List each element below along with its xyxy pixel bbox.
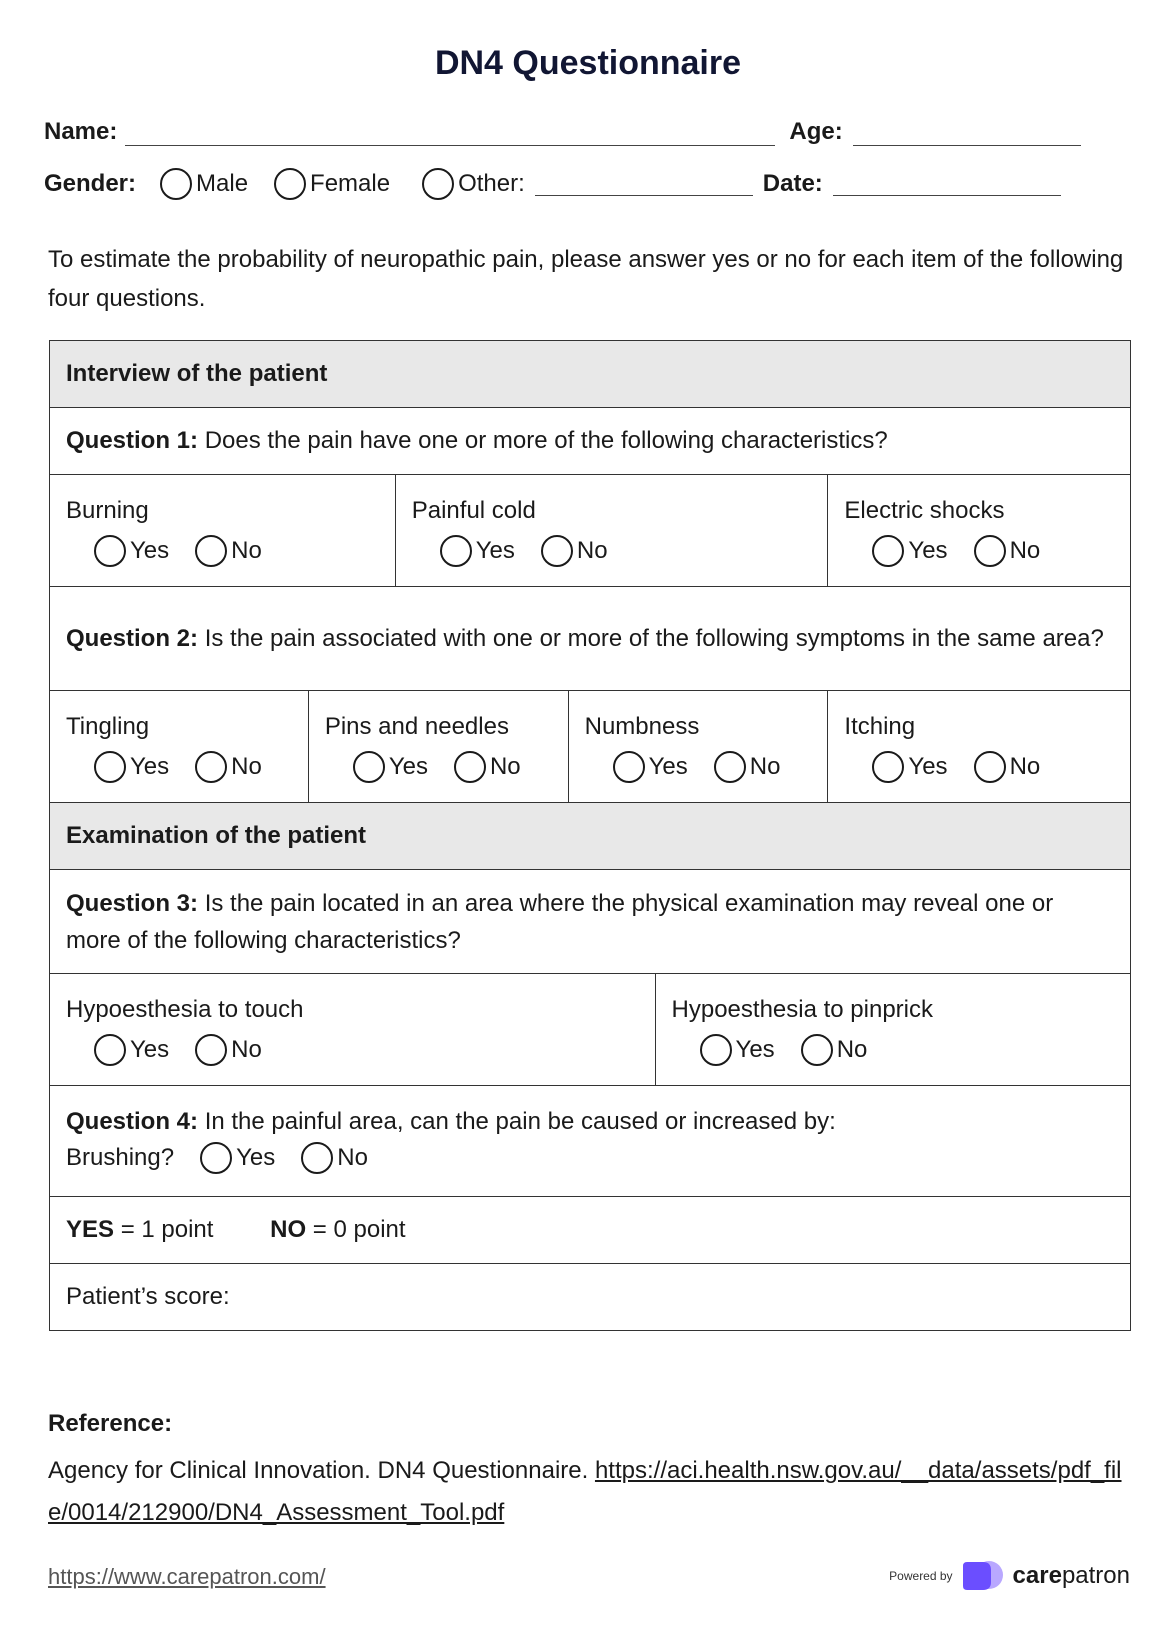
item-painful-cold xyxy=(395,475,828,587)
reference-link[interactable]: https://aci.health.nsw.gov.au/__data/assets/pdf_file/0014/212900/DN4_Assessment_Tool.pdf xyxy=(48,1457,1122,1526)
radio-yes[interactable] xyxy=(872,535,904,567)
radio-no[interactable] xyxy=(195,1034,227,1066)
item-label: Hypoesthesia to touch xyxy=(66,995,304,1023)
tingling-no[interactable] xyxy=(195,751,262,783)
page-title: DN4 Questionnaire xyxy=(434,44,742,82)
painful-cold-no[interactable] xyxy=(541,535,608,567)
item-label: Electric shocks xyxy=(844,496,1005,524)
radio-yes[interactable] xyxy=(613,751,645,783)
question-4-row xyxy=(50,1086,1131,1197)
itching-no[interactable] xyxy=(974,751,1041,783)
tingling-yes[interactable] xyxy=(94,751,169,783)
item-itching xyxy=(828,691,1131,803)
gender-date-row xyxy=(44,168,1061,200)
no-label: No xyxy=(231,1035,262,1063)
radio-female[interactable] xyxy=(274,168,306,200)
radio-yes[interactable] xyxy=(700,1034,732,1066)
yes-label: Yes xyxy=(236,1144,276,1171)
no-label: No xyxy=(231,536,262,564)
radio-no[interactable] xyxy=(801,1034,833,1066)
patient-score-row xyxy=(50,1264,1131,1331)
question-2-options-row xyxy=(50,691,1131,803)
gender-other-field[interactable] xyxy=(535,195,753,196)
item-label: Painful cold xyxy=(411,496,536,524)
question-4-text: In the painful area, can the pain be caused or increased by: xyxy=(204,1108,836,1135)
radio-no[interactable] xyxy=(301,1142,333,1174)
item-pins-and-needles xyxy=(308,691,568,803)
item-label: Itching xyxy=(844,712,916,740)
no-score-text: = 0 point xyxy=(312,1216,406,1243)
radio-yes[interactable] xyxy=(872,751,904,783)
question-3-text: Is the pain located in an area where the physical examination may reveal one or more of the following characteristics? xyxy=(66,889,1054,954)
question-2-text: Is the pain associated with one or more of the following symptoms in the same area? xyxy=(204,625,1104,652)
radio-other[interactable] xyxy=(422,168,454,200)
touch-yes[interactable] xyxy=(94,1034,169,1066)
pinprick-yes[interactable] xyxy=(700,1034,775,1066)
no-label: No xyxy=(576,536,608,564)
question-3-options-row xyxy=(50,974,1131,1086)
radio-male[interactable] xyxy=(160,168,192,200)
radio-yes[interactable] xyxy=(94,751,126,783)
carepatron-logo-icon xyxy=(961,1560,1005,1592)
electric-shocks-no[interactable] xyxy=(974,535,1041,567)
radio-yes[interactable] xyxy=(200,1142,232,1174)
reference-heading: Reference: xyxy=(48,1410,173,1437)
no-label: No xyxy=(836,1035,868,1063)
gender-male-label: Male xyxy=(196,170,249,197)
numbness-yes[interactable] xyxy=(613,751,688,783)
yes-label: Yes xyxy=(388,752,428,780)
gender-other-label: Other: xyxy=(458,170,525,197)
name-field[interactable] xyxy=(125,145,775,146)
item-electric-shocks xyxy=(828,475,1131,587)
no-label: No xyxy=(1009,752,1041,780)
yes-label: Yes xyxy=(908,536,948,564)
pins-needles-yes[interactable] xyxy=(353,751,428,783)
dn4-table xyxy=(49,340,1131,1331)
itching-yes[interactable] xyxy=(872,751,947,783)
radio-no[interactable] xyxy=(714,751,746,783)
instructions: To estimate the probability of neuropathic pain, please answer yes or no for each item of the following four questions. xyxy=(48,246,1124,312)
gender-female-option[interactable] xyxy=(274,168,390,200)
section-header-interview xyxy=(50,341,1131,408)
age-label: Age: xyxy=(789,118,843,145)
brushing-label: Brushing? xyxy=(66,1144,175,1171)
reference-text xyxy=(48,1450,1138,1534)
scoring-row xyxy=(50,1197,1131,1264)
footer-website-link[interactable]: https://www.carepatron.com/ xyxy=(48,1564,326,1589)
electric-shocks-yes[interactable] xyxy=(872,535,947,567)
yes-label: Yes xyxy=(735,1035,775,1063)
no-label: No xyxy=(749,752,781,780)
question-4-label: Question 4: xyxy=(66,1108,199,1135)
gender-other-option[interactable] xyxy=(422,168,525,200)
patient-score-label: Patient’s score: xyxy=(66,1283,230,1310)
date-label: Date: xyxy=(762,170,823,197)
radio-no[interactable] xyxy=(974,751,1006,783)
interview-heading: Interview of the patient xyxy=(50,341,1131,408)
name-age-row xyxy=(44,118,1081,146)
question-2-row xyxy=(50,587,1131,691)
touch-no[interactable] xyxy=(195,1034,262,1066)
yes-label: Yes xyxy=(908,752,948,780)
gender-label: Gender: xyxy=(44,170,137,197)
yes-label: Yes xyxy=(130,752,170,780)
no-label: No xyxy=(1009,536,1041,564)
question-3-row xyxy=(50,870,1131,974)
item-label: Hypoesthesia to pinprick xyxy=(671,995,933,1023)
painful-cold-yes[interactable] xyxy=(440,535,515,567)
question-1-label: Question 1: xyxy=(66,427,199,454)
item-numbness xyxy=(568,691,828,803)
item-hypoesthesia-touch xyxy=(50,974,656,1086)
question-2-label: Question 2: xyxy=(66,625,199,652)
question-1-options-row xyxy=(50,475,1131,587)
burning-no[interactable] xyxy=(195,535,262,567)
no-label: No xyxy=(231,752,262,780)
radio-no[interactable] xyxy=(195,751,227,783)
radio-yes[interactable] xyxy=(94,535,126,567)
reference-citation: Agency for Clinical Innovation. DN4 Questionnaire. xyxy=(48,1457,589,1484)
patient-score-field[interactable] xyxy=(50,1264,1131,1331)
yes-score-bold: YES xyxy=(66,1216,115,1243)
gender-female-label: Female xyxy=(310,170,391,197)
radio-no[interactable] xyxy=(454,751,486,783)
carepatron-wordmark xyxy=(1013,1562,1130,1590)
radio-no[interactable] xyxy=(541,535,573,567)
section-header-examination xyxy=(50,803,1131,870)
question-1-text: Does the pain have one or more of the following characteristics? xyxy=(204,427,888,454)
radio-yes[interactable] xyxy=(94,1034,126,1066)
no-label: No xyxy=(489,752,521,780)
item-burning xyxy=(50,475,396,587)
radio-no[interactable] xyxy=(195,535,227,567)
item-tingling xyxy=(50,691,309,803)
pins-needles-no[interactable] xyxy=(454,751,521,783)
gender-male-option[interactable] xyxy=(160,168,248,200)
question-3-label: Question 3: xyxy=(66,889,199,917)
item-hypoesthesia-pinprick xyxy=(655,974,1130,1086)
item-label: Pins and needles xyxy=(324,712,509,740)
item-label: Burning xyxy=(66,496,149,524)
item-label: Numbness xyxy=(584,712,700,740)
yes-label: Yes xyxy=(130,1035,170,1063)
brushing-no[interactable] xyxy=(301,1142,368,1174)
yes-score-text: = 1 point xyxy=(120,1216,214,1243)
brand-bold: care xyxy=(1012,1562,1062,1589)
yes-label: Yes xyxy=(475,536,515,564)
examination-heading: Examination of the patient xyxy=(50,803,1131,870)
powered-by-label: Powered by xyxy=(889,1569,953,1583)
name-label: Name: xyxy=(44,118,118,145)
pinprick-no[interactable] xyxy=(801,1034,868,1066)
radio-yes[interactable] xyxy=(353,751,385,783)
item-label: Tingling xyxy=(66,712,150,740)
age-field[interactable] xyxy=(853,145,1081,146)
radio-no[interactable] xyxy=(974,535,1006,567)
carepatron-branding[interactable] xyxy=(889,1560,1130,1592)
radio-yes[interactable] xyxy=(440,535,472,567)
question-1-row xyxy=(50,408,1131,475)
burning-yes[interactable] xyxy=(94,535,169,567)
yes-label: Yes xyxy=(648,752,688,780)
date-field[interactable] xyxy=(833,195,1061,196)
numbness-no[interactable] xyxy=(714,751,781,783)
no-score-bold: NO xyxy=(270,1216,307,1243)
yes-label: Yes xyxy=(130,536,170,564)
no-label: No xyxy=(337,1144,368,1171)
brand-rest: patron xyxy=(1061,1562,1130,1589)
brushing-yes[interactable] xyxy=(200,1142,275,1174)
